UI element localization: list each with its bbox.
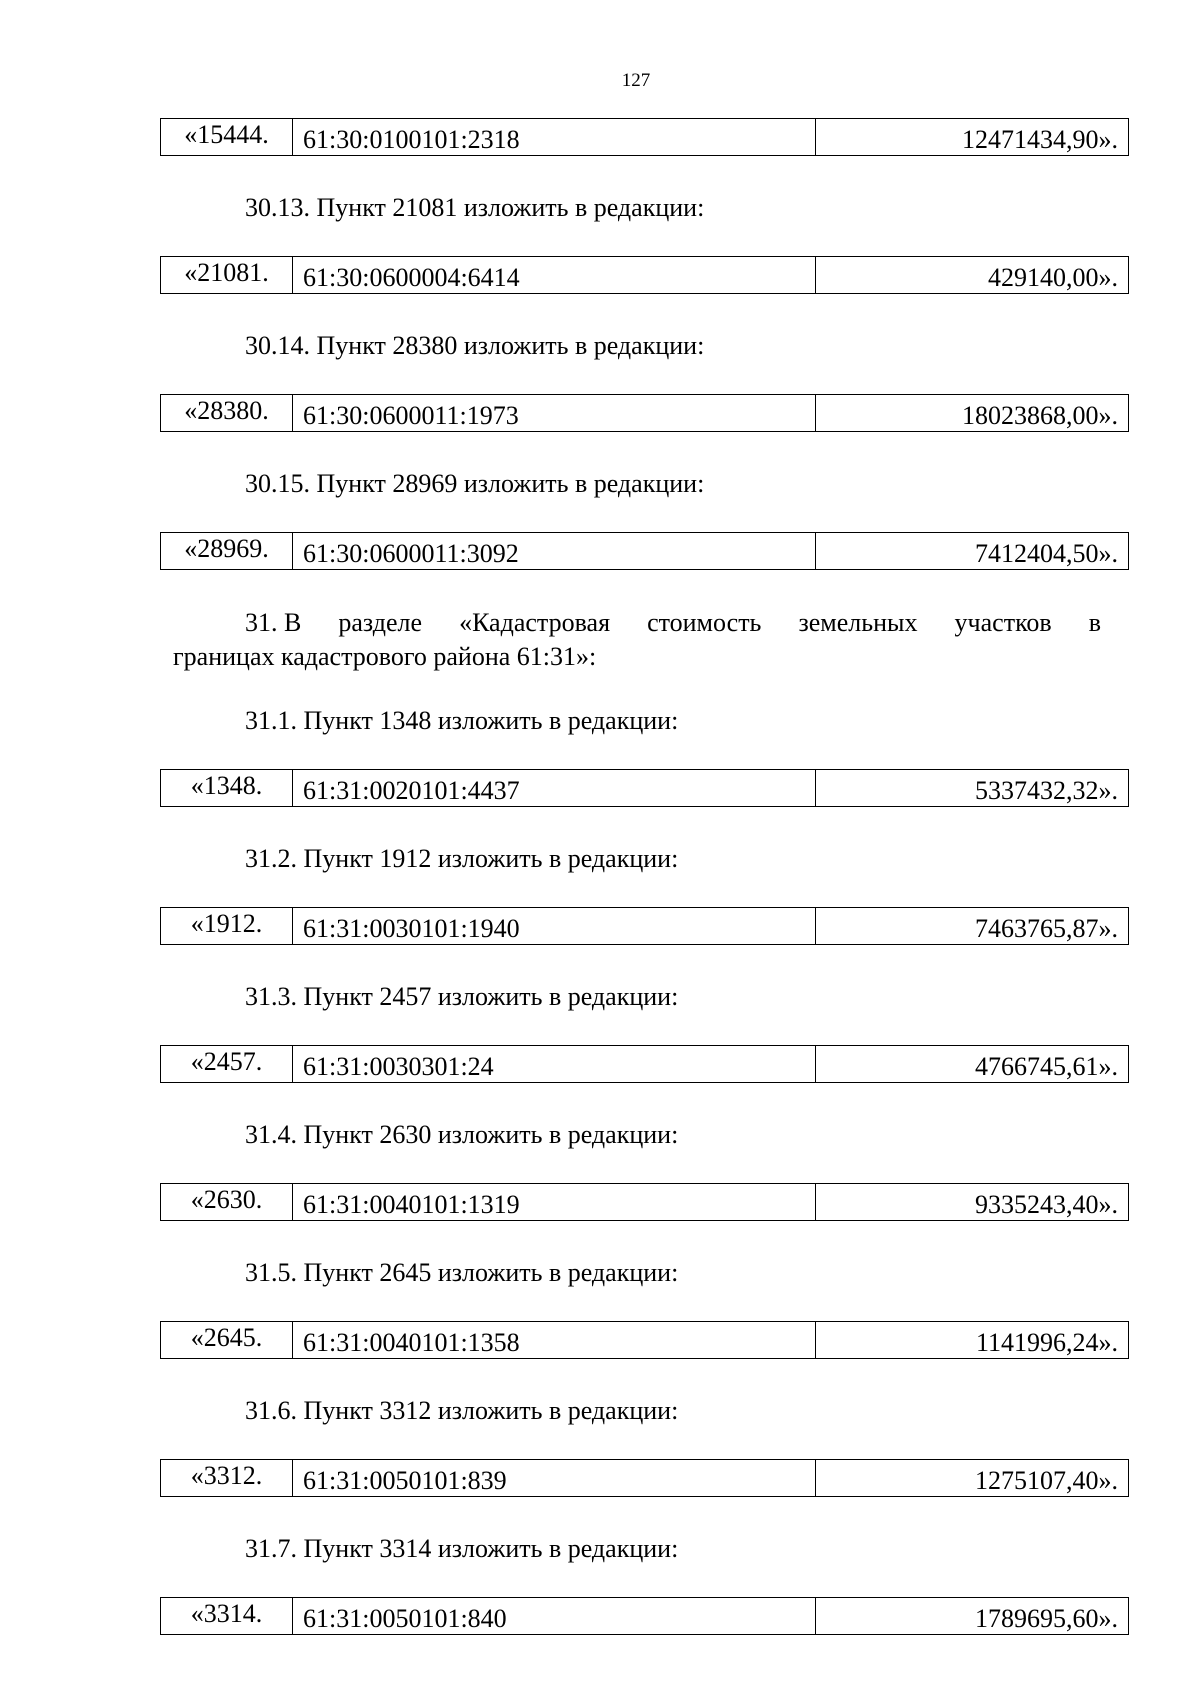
cadastral-number: 61:31:0050101:840 bbox=[293, 1598, 816, 1634]
paragraph-31-3: 31.3. Пункт 2457 изложить в редакции: bbox=[245, 982, 679, 1011]
word: разделе bbox=[338, 608, 423, 637]
cadastral-value: 5337432,32». bbox=[975, 776, 1118, 805]
section-31-line-2: границах кадастрового района 61:31»: bbox=[173, 642, 597, 671]
table-row-21081 bbox=[160, 256, 1129, 294]
table-row-3314 bbox=[160, 1597, 1129, 1635]
table-row-2457 bbox=[160, 1045, 1129, 1083]
word: в bbox=[1088, 608, 1101, 637]
cadastral-value: 9335243,40». bbox=[975, 1190, 1118, 1219]
paragraph-30-13: 30.13. Пункт 21081 изложить в редакции: bbox=[245, 193, 705, 222]
item-number: «3314. bbox=[161, 1598, 293, 1634]
cadastral-number: 61:31:0050101:839 bbox=[293, 1460, 816, 1496]
cadastral-number: 61:30:0600011:3092 bbox=[293, 533, 816, 569]
table-row-1348 bbox=[160, 769, 1129, 807]
item-number: «28969. bbox=[161, 533, 293, 569]
paragraph-31-7: 31.7. Пункт 3314 изложить в редакции: bbox=[245, 1534, 679, 1563]
cadastral-number: 61:31:0030101:1940 bbox=[293, 908, 816, 944]
cadastral-number: 61:31:0040101:1358 bbox=[293, 1322, 816, 1358]
cadastral-value: 7463765,87». bbox=[975, 914, 1118, 943]
paragraph-30-15: 30.15. Пункт 28969 изложить в редакции: bbox=[245, 469, 705, 498]
cadastral-value: 4766745,61». bbox=[975, 1052, 1118, 1081]
item-number: «1348. bbox=[161, 770, 293, 806]
cadastral-number: 61:30:0100101:2318 bbox=[293, 119, 816, 155]
cadastral-value: 1275107,40». bbox=[975, 1466, 1118, 1495]
item-number: «28380. bbox=[161, 395, 293, 431]
paragraph-30-14: 30.14. Пункт 28380 изложить в редакции: bbox=[245, 331, 705, 360]
cadastral-value: 12471434,90». bbox=[962, 125, 1118, 154]
table-row-15444 bbox=[160, 118, 1129, 156]
cadastral-number: 61:31:0030301:24 bbox=[293, 1046, 816, 1082]
item-number: «15444. bbox=[161, 119, 293, 155]
cadastral-value: 429140,00». bbox=[988, 263, 1118, 292]
section-31-line-1 bbox=[173, 606, 1101, 640]
table-row-2630 bbox=[160, 1183, 1129, 1221]
item-number: «21081. bbox=[161, 257, 293, 293]
item-number: «2645. bbox=[161, 1322, 293, 1358]
cadastral-value: 7412404,50». bbox=[975, 539, 1118, 568]
paragraph-31-2: 31.2. Пункт 1912 изложить в редакции: bbox=[245, 844, 679, 873]
cadastral-number: 61:30:0600011:1973 bbox=[293, 395, 816, 431]
item-number: «2630. bbox=[161, 1184, 293, 1220]
paragraph-31-6: 31.6. Пункт 3312 изложить в редакции: bbox=[245, 1396, 679, 1425]
word: участков bbox=[954, 608, 1052, 637]
table-row-28380 bbox=[160, 394, 1129, 432]
table-row-1912 bbox=[160, 907, 1129, 945]
item-number: «1912. bbox=[161, 908, 293, 944]
table-row-2645 bbox=[160, 1321, 1129, 1359]
paragraph-31-5: 31.5. Пункт 2645 изложить в редакции: bbox=[245, 1258, 679, 1287]
word: 31. В bbox=[245, 608, 302, 637]
paragraph-31-1: 31.1. Пункт 1348 изложить в редакции: bbox=[245, 706, 679, 735]
cadastral-value: 18023868,00». bbox=[962, 401, 1118, 430]
paragraph-31-4: 31.4. Пункт 2630 изложить в редакции: bbox=[245, 1120, 679, 1149]
cadastral-value: 1141996,24». bbox=[975, 1328, 1118, 1357]
word: стоимость bbox=[647, 608, 762, 637]
page-number: 127 bbox=[621, 70, 651, 91]
table-row-3312 bbox=[160, 1459, 1129, 1497]
word: земельных bbox=[798, 608, 918, 637]
item-number: «2457. bbox=[161, 1046, 293, 1082]
item-number: «3312. bbox=[161, 1460, 293, 1496]
cadastral-number: 61:31:0040101:1319 bbox=[293, 1184, 816, 1220]
cadastral-number: 61:31:0020101:4437 bbox=[293, 770, 816, 806]
table-row-28969 bbox=[160, 532, 1129, 570]
word: «Кадастровая bbox=[459, 608, 611, 637]
cadastral-number: 61:30:0600004:6414 bbox=[293, 257, 816, 293]
cadastral-value: 1789695,60». bbox=[975, 1604, 1118, 1633]
section-31-paragraph bbox=[173, 606, 1101, 674]
